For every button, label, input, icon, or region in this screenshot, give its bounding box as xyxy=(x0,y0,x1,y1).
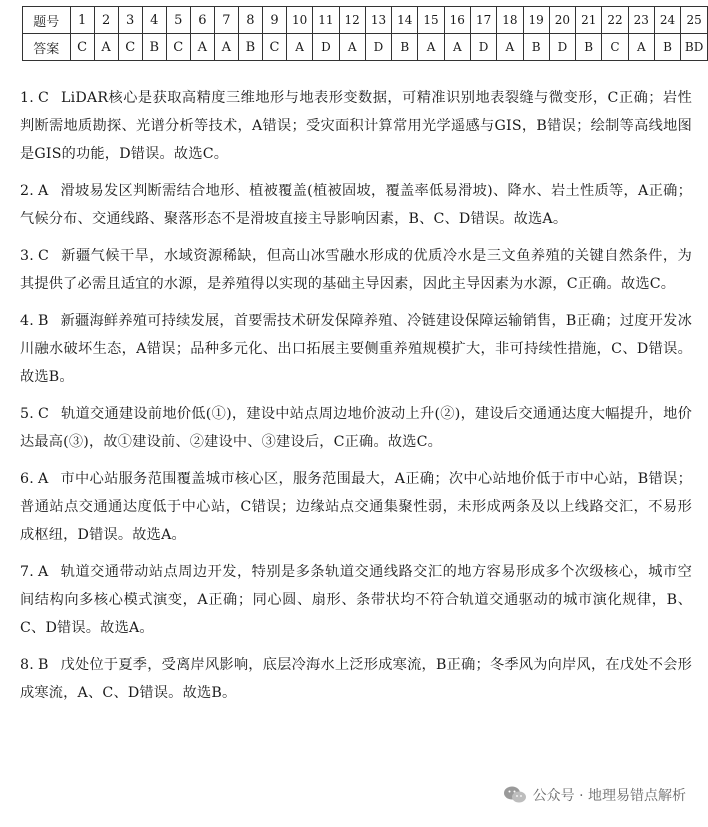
watermark xyxy=(499,783,690,807)
question-number-cell: 24 xyxy=(654,7,680,34)
answer-label: 答案 xyxy=(23,34,71,61)
answer-cell: C xyxy=(602,34,628,61)
explanation-item xyxy=(20,651,692,707)
question-number-cell: 22 xyxy=(602,7,628,34)
answer-cell: D xyxy=(470,34,496,61)
question-number-cell: 20 xyxy=(549,7,575,34)
explanation-number: 5. xyxy=(20,406,34,422)
question-number-cell: 25 xyxy=(681,7,708,34)
explanation-answer: C xyxy=(37,248,49,264)
question-number-cell: 15 xyxy=(418,7,444,34)
wechat-icon xyxy=(503,785,527,805)
explanation-answer: B xyxy=(37,657,49,673)
answer-cell: B xyxy=(654,34,680,61)
explanation-item xyxy=(20,242,692,298)
answer-cell: D xyxy=(549,34,575,61)
answer-cell: D xyxy=(313,34,339,61)
explanation-answer: C xyxy=(37,406,49,422)
question-number-label: 题号 xyxy=(23,7,71,34)
explanation-item xyxy=(20,177,692,233)
answer-cell: A xyxy=(339,34,365,61)
question-number-cell: 6 xyxy=(190,7,214,34)
question-number-cell: 9 xyxy=(262,7,286,34)
explanation-number: 4. xyxy=(20,313,34,329)
explanation-item xyxy=(20,84,692,168)
answer-cell: B xyxy=(238,34,262,61)
explanation-item xyxy=(20,307,692,391)
answer-cell: B xyxy=(392,34,418,61)
answer-cell: A xyxy=(628,34,654,61)
answer-cell: B xyxy=(576,34,602,61)
explanation-item xyxy=(20,465,692,549)
answer-cell: A xyxy=(94,34,118,61)
answer-cell: A xyxy=(190,34,214,61)
question-number-cell: 8 xyxy=(238,7,262,34)
question-number-cell: 18 xyxy=(497,7,523,34)
explanation-number: 3. xyxy=(20,248,34,264)
explanation-text: 市中心站服务范围覆盖城市核心区，服务范围最大，A正确；次中心站地价低于市中心站，B错误；普通站点交通通达度低于中心站，C错误；边缘站点交通集聚性弱，未形成两条及以上线路交汇，不易形成枢纽，D错误。故选A。 xyxy=(20,471,692,543)
answer-cell: A xyxy=(497,34,523,61)
question-number-cell: 11 xyxy=(313,7,339,34)
question-number-row xyxy=(23,7,708,34)
question-number-cell: 2 xyxy=(94,7,118,34)
answer-cell: B xyxy=(142,34,166,61)
explanation-answer: C xyxy=(37,90,49,106)
explanation-item xyxy=(20,558,692,642)
explanation-number: 2. xyxy=(20,183,34,199)
answer-row xyxy=(23,34,708,61)
explanation-answer: B xyxy=(37,313,49,329)
question-number-cell: 23 xyxy=(628,7,654,34)
question-number-cell: 16 xyxy=(444,7,470,34)
explanation-answer: A xyxy=(37,471,49,487)
explanations-section xyxy=(20,84,692,716)
question-number-cell: 7 xyxy=(214,7,238,34)
answer-cell: A xyxy=(418,34,444,61)
answer-cell: B xyxy=(523,34,549,61)
answer-table xyxy=(22,6,708,61)
explanation-number: 6. xyxy=(20,471,34,487)
question-number-cell: 13 xyxy=(365,7,391,34)
explanation-text: 戊处位于夏季，受离岸风影响，底层冷海水上泛形成寒流，B正确；冬季风为向岸风，在戊处不会形成寒流，A、C、D错误。故选B。 xyxy=(20,657,692,701)
question-number-cell: 17 xyxy=(470,7,496,34)
explanation-answer: A xyxy=(37,183,49,199)
answer-cell: C xyxy=(262,34,286,61)
explanation-item xyxy=(20,400,692,456)
question-number-cell: 3 xyxy=(118,7,142,34)
explanation-text: 轨道交通带动站点周边开发，特别是多条轨道交通线路交汇的地方容易形成多个次级核心，城市空间结构向多核心模式演变，A正确；同心圆、扇形、条带状均不符合轨道交通驱动的城市演化规律，B、C、D错误。故选A。 xyxy=(20,564,692,636)
explanation-text: LiDAR核心是获取高精度三维地形与地表形变数据，可精准识别地表裂缝与微变形，C正确；岩性判断需地质勘探、光谱分析等技术，A错误；受灾面积计算常用光学遥感与GIS，B错误；绘制等高线地图是GIS的功能，D错误。故选C。 xyxy=(20,90,692,162)
question-number-cell: 14 xyxy=(392,7,418,34)
question-number-cell: 10 xyxy=(286,7,312,34)
explanation-answer: A xyxy=(37,564,49,580)
question-number-cell: 21 xyxy=(576,7,602,34)
watermark-text: 公众号 · 地理易错点解析 xyxy=(532,788,686,804)
answer-cell: A xyxy=(286,34,312,61)
question-number-cell: 1 xyxy=(70,7,94,34)
answer-cell: C xyxy=(118,34,142,61)
answer-cell: D xyxy=(365,34,391,61)
question-number-cell: 5 xyxy=(166,7,190,34)
answer-cell: A xyxy=(214,34,238,61)
explanation-text: 轨道交通建设前地价低(①)，建设中站点周边地价波动上升(②)，建设后交通通达度大幅提升，地价达最高(③)，故①建设前、②建设中、③建设后，C正确。故选C。 xyxy=(20,406,692,450)
explanation-number: 1. xyxy=(20,90,34,106)
explanation-number: 7. xyxy=(20,564,34,580)
explanation-number: 8. xyxy=(20,657,34,673)
question-number-cell: 4 xyxy=(142,7,166,34)
explanation-text: 新疆海鲜养殖可持续发展，首要需技术研发保障养殖、冷链建设保障运输销售，B正确；过度开发冰川融水破坏生态，A错误；品种多元化、出口拓展主要侧重养殖规模扩大，非可持续性措施，C、D错误。故选B。 xyxy=(20,313,692,385)
answer-cell: A xyxy=(444,34,470,61)
answer-cell: C xyxy=(166,34,190,61)
answer-cell: BD xyxy=(681,34,708,61)
question-number-cell: 12 xyxy=(339,7,365,34)
explanation-text: 新疆气候干旱，水域资源稀缺，但高山冰雪融水形成的优质冷水是三文鱼养殖的关键自然条件，为其提供了必需且适宜的水源，是养殖得以实现的基础主导因素，因此主导因素为水源，C正确。故选C。 xyxy=(20,248,692,292)
answer-cell: C xyxy=(70,34,94,61)
explanation-text: 滑坡易发区判断需结合地形、植被覆盖(植被固坡，覆盖率低易滑坡)、降水、岩土性质等，A正确；气候分布、交通线路、聚落形态不是滑坡直接主导影响因素，B、C、D错误。故选A。 xyxy=(20,183,692,227)
question-number-cell: 19 xyxy=(523,7,549,34)
